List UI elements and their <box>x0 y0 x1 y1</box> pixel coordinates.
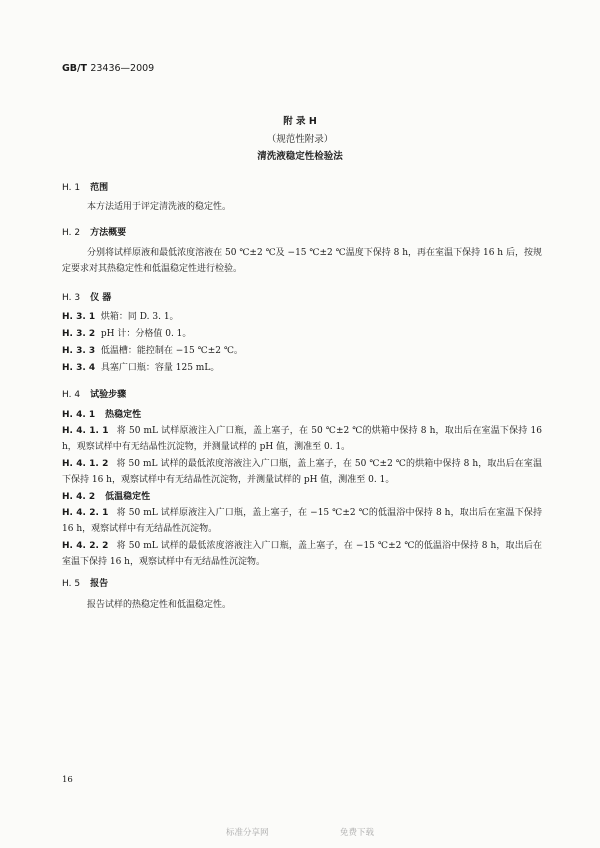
section-h5-heading: H. 5 报告 <box>62 579 109 589</box>
para-h422: H. 4. 2. 2 将 50 mL 试样的最低浓度溶液注入广口瓶，盖上塞子，在 −15 ℃±2 ℃的低温浴中保持 8 h，取出后在室温下保持 16 h，观察试样中有无结晶性沉淀物。 <box>62 541 542 567</box>
para-h411: H. 4. 1. 1 将 50 mL 试样原液注入广口瓶，盖上塞子，在 50 ℃±2 ℃的烘箱中保持 8 h，取出后在室温下保持 16 h，观察试样中有无结晶性沉淀物，并测量试样的 pH 值，测准至 0. 1。 <box>62 426 542 452</box>
item-h32: H. 3. 2 pH 计：分格值 0. 1。 <box>62 329 192 339</box>
page-number: 16 <box>62 775 73 785</box>
appendix-name: 清洗液稳定性检验法 <box>257 151 343 162</box>
para-h421: H. 4. 2. 1 将 50 mL 试样原液注入广口瓶，盖上塞子，在 −15 ℃±2 ℃的低温浴中保持 8 h，取出后在室温下保持 16 h，观察试样中有无结晶性沉淀物。 <box>62 508 542 534</box>
item-h34: H. 3. 4 具塞广口瓶：容量 125 mL。 <box>62 363 220 373</box>
item-h31: H. 3. 1 烘箱：同 D. 3. 1。 <box>62 312 179 322</box>
standard-code: GB/T 23436—2009 <box>62 63 155 74</box>
section-h5-text: 报告试样的热稳定性和低温稳定性。 <box>87 600 232 610</box>
section-h2-text: 分别将试样原液和最低浓度溶液在 50 ℃±2 ℃及 −15 ℃±2 ℃温度下保持 8 h，再在室温下保持 16 h 后，按规定要求对其热稳定性和低温稳定性进行检验。 <box>62 248 542 274</box>
para-h412: H. 4. 1. 2 将 50 mL 试样的最低浓度溶液注入广口瓶，盖上塞子，在 50 ℃±2 ℃的烘箱中保持 8 h，取出后在室温下保持 16 h，观察试样中有无结晶性沉淀物，并测量试样的 pH 值，测准至 0. 1。 <box>62 459 543 485</box>
appendix-title: 附 录 H <box>283 116 317 127</box>
watermark-left: 标准分享网 <box>226 828 269 838</box>
section-h3-heading: H. 3 仪 器 <box>62 293 112 303</box>
subsection-h42-heading: H. 4. 2 低温稳定性 <box>62 492 151 502</box>
section-h1-text: 本方法适用于评定清洗液的稳定性。 <box>87 202 232 212</box>
appendix-type: （规范性附录） <box>266 134 334 145</box>
section-h4-heading: H. 4 试验步骤 <box>62 390 127 400</box>
section-h2-heading: H. 2 方法概要 <box>62 228 127 238</box>
subsection-h41-heading: H. 4. 1 热稳定性 <box>62 410 142 420</box>
section-h1-heading: H. 1 范围 <box>62 183 109 193</box>
watermark-right: 免费下载 <box>340 828 375 838</box>
item-h33: H. 3. 3 低温槽：能控制在 −15 ℃±2 ℃。 <box>62 346 243 356</box>
